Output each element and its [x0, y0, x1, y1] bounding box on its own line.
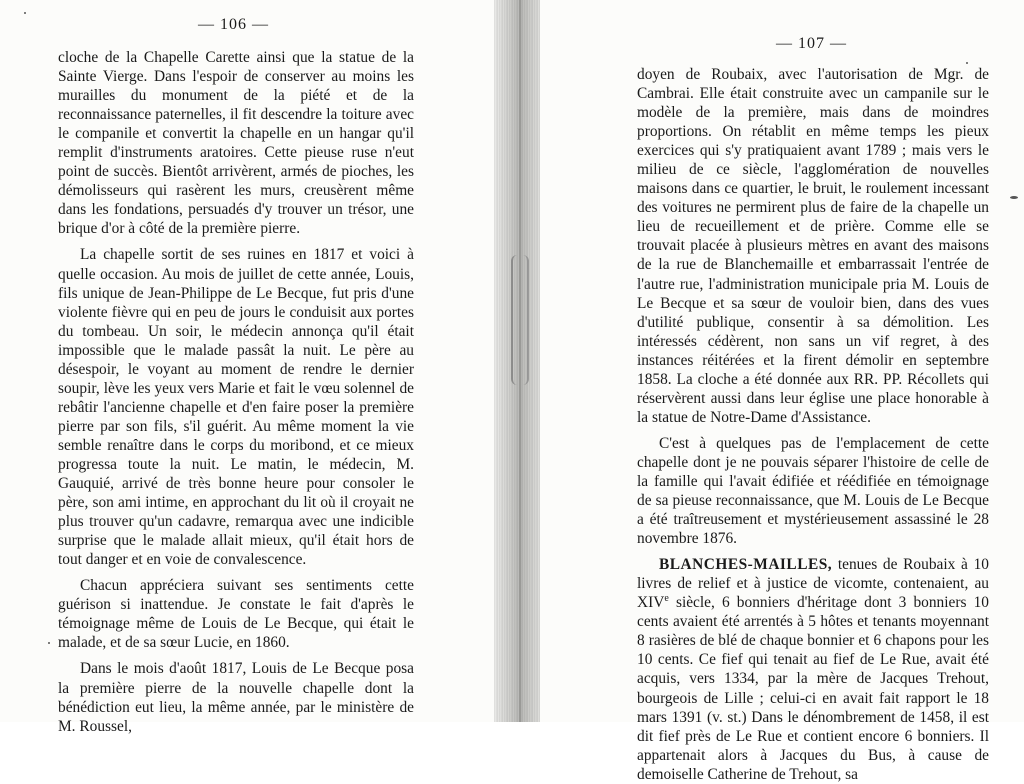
- scan-speck: [1010, 196, 1018, 199]
- paragraph: C'est à quelques pas de l'emplacement de cette chapelle dont je ne pouvais séparer l'histoire de celle de la famille qui l'avait édifiée et réédifiée en témoignage de sa pieuse reconnaissance, que M. Louis de Le Becque a été traîtreusement et mystérieusement assassiné le 28 novembre 1876.: [637, 434, 989, 548]
- paragraph: La chapelle sortit de ses ruines en 1817 et voici à quelle occasion. Au mois de juillet de cette année, Louis, fils unique de Jean-Philippe de Le Becque, fut pris d'une violente fièvre qui en peu de jours le conduisit aux portes du tombeau. Un soir, le médecin annonça qu'il était impossible que le malade passât la nuit. Le père au désespoir, le voyant au moment de rendre le dernier soupir, lève les yeux vers Marie et fait le vœu solennel de rebâtir l'ancienne chapelle et d'en faire poser la première pierre par son fils, s'il guérit. Au même moment la vie semble renaître dans le corps du moribond, et ce mieux progressa toute la nuit. Le matin, le médecin, M. Gauquié, arrivé de très bonne heure pour consoler le père, son ami intime, en approchant du lit où il croyait ne plus trouver qu'un cadavre, remarqua avec une indicible surprise que le malade allait mieux, qu'il était hors de tout danger et en voie de convalescence.: [58, 246, 414, 569]
- left-page-text: [58, 48, 414, 736]
- section-text: tenues de Roubaix à 10 livres de relief et à justice de vicomte, contenaient, au XIV: [637, 556, 989, 612]
- scan-speck: [48, 642, 50, 644]
- section-text-continued: siècle, 6 bonniers d'héritage dont 3 bonniers 10 cents avaient été arrentés à 5 hôtes et tenants moyennant 8 rasières de blé de chaque bonnier et 6 chapons pour les 10 cents. Ce fief qui tenait au fief de Le Rue, avait été acquis, vers 1334, par la mère de Jacques Trehout, bourgeois de Lille ; celui-ci en avait fait rapport le 18 mars 1391 (v. st.) Dans le dénombrement de 1458, il est dit fief près de Le Rue et contient encore 6 bonniers. Il appartenait alors à Jacques du Bus, à cause de demoiselle Catherine de Trehout, sa: [637, 594, 989, 783]
- right-page: [540, 0, 1024, 783]
- paragraph: cloche de la Chapelle Carette ainsi que la statue de la Sainte Vierge. Dans l'espoir de conserver au moins les murailles du monument de la piété et de la reconnaissance paternelles, il fit descendre la toiture avec le companile et convertit la chapelle en un hangar qu'il remplit d'instruments aratoires. Cette pieuse ruse n'eut point de succès. Bientôt arrivèrent, armés de pioches, les démolisseurs qui rasèrent les murs, creusèrent même dans les fondations, persuadés d'y trouver un trésor, une brique d'or à côté de la première pierre.: [58, 49, 414, 238]
- section-superscript: e: [664, 593, 669, 605]
- paragraph: Dans le mois d'août 1817, Louis de Le Becque posa la première pierre de la nouvelle chapelle dont la bénédiction eut lieu, la même année, par le ministère de M. Roussel,: [58, 660, 414, 735]
- scan-speck: [966, 62, 968, 64]
- page-number-right: — 107 —: [776, 35, 847, 52]
- section-heading: BLANCHES-MAILLES,: [659, 556, 833, 574]
- paragraph: Chacun appréciera suivant ses sentiments cette guérison si inattendue. Je constate le fait d'après le témoignage même de Louis de Le Becque, qui était le malade, et de sa sœur Lucie, en 1860.: [58, 577, 414, 652]
- page-number-left: — 106 —: [198, 16, 269, 33]
- left-page: [0, 0, 505, 735]
- scan-speck: [24, 12, 26, 14]
- paragraph: doyen de Roubaix, avec l'autorisation de Mgr. de Cambrai. Elle était construite avec un campanile sur le modèle de la première, mais dans de moindres proportions. On rétablit en même temps les pieux exercices qui s'y pratiquaient avant 1789 ; mais vers le milieu de ce siècle, l'agglomération de nouvelles maisons dans ce quartier, le bruit, le roulement incessant des voitures ne permirent plus de faire de la chapelle un lieu de recueillement et de prière. Comme elle se trouvait placée à plusieurs mètres en avant des maisons de la rue de Blanchemaille et embarrassait l'entrée de l'autre rue, l'administration municipale pria M. Louis de Le Becque et sa sœur de vouloir bien, dans des vues d'utilité publique, consentir à sa démolition. Les intéressés cédèrent, non sans un vif regret, à des instances réitérées et la firent démolir en septembre 1858. La cloche a été donnée aux RR. PP. Récollets qui réservèrent aussi dans leur église une place honorable à la statue de Notre-Dame d'Assistance.: [637, 66, 989, 426]
- spine-binding-mark: [511, 255, 529, 385]
- section-paragraph: [637, 555, 989, 784]
- right-page-text: [637, 65, 989, 784]
